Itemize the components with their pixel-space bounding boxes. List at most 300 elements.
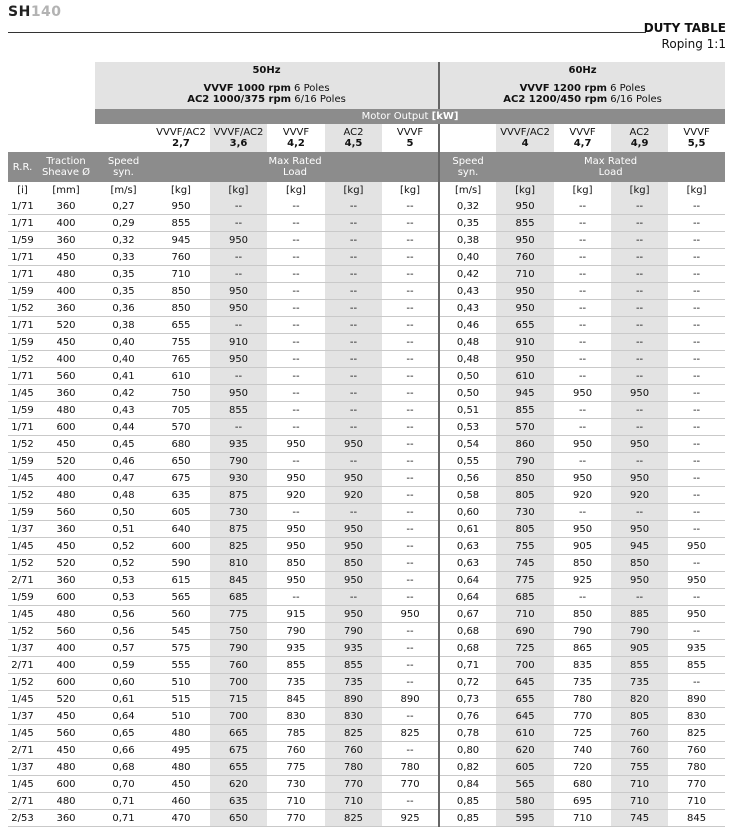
load-60-kw49: 820	[611, 691, 668, 708]
table-row	[8, 504, 725, 521]
table-row	[8, 759, 725, 776]
speed-50-cell: 0,35	[95, 266, 152, 283]
table-row	[8, 725, 725, 742]
speed-60-cell: 0,53	[439, 419, 496, 436]
load-60-kw47: --	[554, 351, 611, 368]
speed-50-cell: 0,42	[95, 385, 152, 402]
load-50-kw5: --	[382, 708, 439, 725]
load-60-kw55: 950	[668, 572, 725, 589]
rr-cell: 1/37	[8, 521, 37, 538]
load-50-kw42: --	[267, 317, 325, 334]
speed-60-cell: 0,68	[439, 623, 496, 640]
load-50-kw5: --	[382, 589, 439, 606]
speed-50-cell: 0,53	[95, 572, 152, 589]
load-60-kw55: --	[668, 198, 725, 215]
load-50-kw36: 775	[210, 606, 267, 623]
load-60-kw4: 950	[496, 300, 554, 317]
load-60-kw49: --	[611, 232, 668, 249]
load-60-kw4: 850	[496, 470, 554, 487]
table-row	[8, 487, 725, 504]
load-50-kw45: --	[325, 334, 382, 351]
load-50-kw45: 950	[325, 436, 382, 453]
load-60-kw49: --	[611, 351, 668, 368]
sheave-cell: 480	[37, 402, 95, 419]
load-50-kw36: 930	[210, 470, 267, 487]
load-50-kw27: 495	[152, 742, 210, 759]
load-60-kw47: --	[554, 300, 611, 317]
load-50-kw5: --	[382, 640, 439, 657]
rr-cell: 1/52	[8, 351, 37, 368]
speed-50-cell: 0,40	[95, 334, 152, 351]
table-row	[8, 232, 725, 249]
load-50-kw45: 735	[325, 674, 382, 691]
unit-load: [kg]	[572, 184, 593, 196]
load-60-kw49: --	[611, 504, 668, 521]
load-50-kw42: 830	[267, 708, 325, 725]
speed-50-cell: 0,64	[95, 708, 152, 725]
load-50-kw27: 560	[152, 606, 210, 623]
motor-type-50-2: VVVF/AC2 3,6	[210, 124, 267, 152]
table-row	[8, 419, 725, 436]
load-50-kw27: 615	[152, 572, 210, 589]
sheave-cell: 480	[37, 793, 95, 810]
load-50-kw5: 770	[382, 776, 439, 793]
unit-load: [kg]	[611, 182, 668, 198]
speed-60-cell: 0,82	[439, 759, 496, 776]
load-50-kw27: 950	[152, 198, 210, 215]
load-60-kw47: 720	[554, 759, 611, 776]
table-row	[8, 793, 725, 810]
hz50-motor-1-strong: VVVF 1000 rpm	[203, 82, 291, 94]
load-60-kw4: 950	[496, 351, 554, 368]
load-60-kw55: --	[668, 521, 725, 538]
load-50-kw42: 775	[267, 759, 325, 776]
rr-cell: 1/45	[8, 470, 37, 487]
speed-60-cell: 0,67	[439, 606, 496, 623]
load-60-kw49: 760	[611, 725, 668, 742]
motor-type-50-3: VVVF 4,2	[282, 127, 310, 149]
sheave-cell: 450	[37, 436, 95, 453]
speed-50-cell: 0,52	[95, 555, 152, 572]
rr-cell: 2/71	[8, 742, 37, 759]
load-50-kw27: 675	[152, 470, 210, 487]
load-60-kw49: 945	[611, 538, 668, 555]
speed-60-cell: 0,46	[439, 317, 496, 334]
load-50-kw45: 855	[325, 657, 382, 674]
speed-60-cell: 0,35	[439, 215, 496, 232]
speed-60-cell: 0,76	[439, 708, 496, 725]
load-60-kw4: 605	[496, 759, 554, 776]
load-60-kw47: 680	[554, 776, 611, 793]
sheave-cell: 450	[37, 708, 95, 725]
load-60-kw47: --	[554, 402, 611, 419]
load-60-kw55: 890	[668, 691, 725, 708]
load-50-kw45: 950	[325, 521, 382, 538]
sheave-cell: 360	[37, 300, 95, 317]
load-60-kw55: 770	[668, 776, 725, 793]
load-60-kw4: 570	[496, 419, 554, 436]
load-60-kw55: --	[668, 623, 725, 640]
load-50-kw36: 845	[210, 572, 267, 589]
speed-60-cell: 0,50	[439, 368, 496, 385]
load-50-kw27: 655	[152, 317, 210, 334]
rr-cell: 2/71	[8, 572, 37, 589]
load-60-kw4: 855	[496, 402, 554, 419]
speed-50-cell: 0,60	[95, 674, 152, 691]
load-50-kw36: 950	[210, 283, 267, 300]
rr-cell: 1/37	[8, 759, 37, 776]
load-60-kw47: 950	[554, 521, 611, 538]
speed-60-cell: 0,40	[439, 249, 496, 266]
rr-cell: 1/59	[8, 334, 37, 351]
load-60-kw47: --	[554, 317, 611, 334]
load-60-kw49: --	[611, 402, 668, 419]
load-50-kw36: 700	[210, 708, 267, 725]
rr-cell: 1/59	[8, 283, 37, 300]
load-50-kw27: 765	[152, 351, 210, 368]
hz60-motor-1-strong: VVVF 1200 rpm	[519, 82, 607, 94]
rr-cell: 1/45	[8, 776, 37, 793]
load-60-kw55: --	[668, 487, 725, 504]
sheave-cell: 480	[37, 759, 95, 776]
load-50-kw42: 950	[267, 436, 325, 453]
load-60-kw55: 950	[668, 538, 725, 555]
rr-cell: 1/45	[8, 606, 37, 623]
rr-cell: 1/71	[8, 266, 37, 283]
load-50-kw5: --	[382, 453, 439, 470]
load-60-kw4: 580	[496, 793, 554, 810]
table-row	[8, 742, 725, 759]
sheave-cell: 360	[37, 810, 95, 827]
load-50-kw42: --	[267, 283, 325, 300]
sheave-cell: 480	[37, 266, 95, 283]
unit-load: [kg]	[171, 184, 191, 196]
speed-50-cell: 0,44	[95, 419, 152, 436]
load-50-kw27: 610	[152, 368, 210, 385]
load-50-kw42: 950	[267, 572, 325, 589]
rr-cell: 1/71	[8, 198, 37, 215]
speed-60-cell: 0,64	[439, 589, 496, 606]
sheave-cell: 560	[37, 623, 95, 640]
table-row	[8, 385, 725, 402]
speed-60-cell: 0,56	[439, 470, 496, 487]
load-50-kw5: 925	[382, 810, 439, 827]
load-50-kw5: --	[382, 470, 439, 487]
load-50-kw42: 950	[267, 470, 325, 487]
speed-50-cell: 0,47	[95, 470, 152, 487]
load-60-kw55: --	[668, 368, 725, 385]
load-60-kw4: 745	[496, 555, 554, 572]
load-60-kw55: --	[668, 402, 725, 419]
load-50-kw45: --	[325, 368, 382, 385]
load-50-kw42: --	[267, 266, 325, 283]
load-60-kw49: 745	[611, 810, 668, 827]
speed-50-cell: 0,27	[95, 198, 152, 215]
load-60-kw47: --	[554, 215, 611, 232]
load-60-kw55: 760	[668, 742, 725, 759]
sheave-header: Traction Sheave Ø	[37, 152, 95, 182]
load-50-kw36: --	[210, 368, 267, 385]
load-60-kw49: 755	[611, 759, 668, 776]
hz50-label: 50Hz	[95, 62, 439, 78]
load-50-kw5: 890	[382, 691, 439, 708]
load-60-kw47: 950	[554, 436, 611, 453]
load-50-kw45: --	[325, 283, 382, 300]
load-50-kw42: --	[267, 300, 325, 317]
load-50-kw36: 665	[210, 725, 267, 742]
table-row	[8, 776, 725, 793]
load-60-kw47: 780	[554, 691, 611, 708]
load-60-kw55: --	[668, 436, 725, 453]
hz50-motor-spec	[95, 78, 439, 109]
load-50-kw27: 570	[152, 419, 210, 436]
unit-load: [kg]	[325, 182, 382, 198]
load-50-kw27: 555	[152, 657, 210, 674]
load-50-kw5: --	[382, 436, 439, 453]
rr-cell: 1/59	[8, 402, 37, 419]
load-50-kw27: 640	[152, 521, 210, 538]
load-60-kw4: 685	[496, 589, 554, 606]
load-60-kw55: 710	[668, 793, 725, 810]
load-50-kw5: --	[382, 521, 439, 538]
speed-60-cell: 0,78	[439, 725, 496, 742]
load-50-kw42: 950	[267, 521, 325, 538]
load-60-kw47: 850	[554, 555, 611, 572]
load-60-kw49: --	[611, 453, 668, 470]
load-60-kw47: 950	[554, 385, 611, 402]
load-50-kw45: 825	[325, 725, 382, 742]
speed-60-cell: 0,84	[439, 776, 496, 793]
sheave-cell: 450	[37, 334, 95, 351]
sheave-cell: 480	[37, 606, 95, 623]
speed-60-cell: 0,60	[439, 504, 496, 521]
load-50-kw36: 875	[210, 487, 267, 504]
sheave-cell: 480	[37, 487, 95, 504]
load-60-kw49: --	[611, 283, 668, 300]
load-50-kw5: --	[382, 538, 439, 555]
load-60-kw47: --	[554, 453, 611, 470]
load-60-kw55: --	[668, 555, 725, 572]
load-60-kw55: --	[668, 589, 725, 606]
load-50-kw36: 875	[210, 521, 267, 538]
load-60-kw47: --	[554, 266, 611, 283]
load-60-kw4: 725	[496, 640, 554, 657]
load-50-kw45: --	[325, 266, 382, 283]
load-50-kw45: 890	[325, 691, 382, 708]
load-50-kw45: 780	[325, 759, 382, 776]
speed-60-cell: 0,54	[439, 436, 496, 453]
speed-50-cell: 0,53	[95, 589, 152, 606]
load-50-kw27: 605	[152, 504, 210, 521]
speed-50-cell: 0,56	[95, 623, 152, 640]
load-60-kw55: --	[668, 470, 725, 487]
load-50-kw27: 705	[152, 402, 210, 419]
rr-cell: 1/52	[8, 487, 37, 504]
load-60-kw4: 855	[496, 215, 554, 232]
speed-60-cell: 0,48	[439, 334, 496, 351]
load-60-kw49: 905	[611, 640, 668, 657]
load-50-kw27: 480	[152, 725, 210, 742]
load-60-kw55: --	[668, 300, 725, 317]
speed-60-cell: 0,38	[439, 232, 496, 249]
speed-50-cell: 0,46	[95, 453, 152, 470]
unit-load: [kg]	[382, 182, 439, 198]
load-50-kw5: --	[382, 555, 439, 572]
load-60-kw47: 850	[554, 606, 611, 623]
speed-50-cell: 0,66	[95, 742, 152, 759]
table-row	[8, 436, 725, 453]
load-60-kw47: --	[554, 283, 611, 300]
speed-50-cell: 0,52	[95, 538, 152, 555]
motor-output-label: Motor Output	[361, 111, 429, 122]
load-60-kw49: --	[611, 368, 668, 385]
load-50-kw36: 790	[210, 640, 267, 657]
load-60-kw55: 825	[668, 725, 725, 742]
load-50-kw36: 715	[210, 691, 267, 708]
rr-cell: 1/52	[8, 436, 37, 453]
rr-cell: 1/45	[8, 538, 37, 555]
load-50-kw42: --	[267, 249, 325, 266]
load-60-kw55: --	[668, 317, 725, 334]
motor-type-50-5: VVVF 5	[382, 124, 439, 152]
speed-50-cell: 0,29	[95, 215, 152, 232]
load-50-kw5: --	[382, 198, 439, 215]
table-row	[8, 351, 725, 368]
load-60-kw4: 950	[496, 283, 554, 300]
sheave-cell: 400	[37, 215, 95, 232]
speed-60-cell: 0,43	[439, 283, 496, 300]
speed-60-cell: 0,55	[439, 453, 496, 470]
load-50-kw5: --	[382, 368, 439, 385]
table-row	[8, 538, 725, 555]
sheave-cell: 360	[37, 521, 95, 538]
sheave-cell: 400	[37, 283, 95, 300]
sheave-cell: 400	[37, 351, 95, 368]
load-60-kw49: 735	[611, 674, 668, 691]
load-50-kw42: --	[267, 368, 325, 385]
unit-speed-50: [m/s]	[110, 184, 137, 196]
load-50-kw42: 760	[267, 742, 325, 759]
load-50-kw42: 915	[267, 606, 325, 623]
load-50-kw36: 730	[210, 504, 267, 521]
load-60-kw4: 645	[496, 708, 554, 725]
load-60-kw49: 710	[611, 793, 668, 810]
motor-type-50-1: VVVF/AC2 2,7	[156, 127, 206, 149]
sheave-cell: 560	[37, 725, 95, 742]
load-60-kw55: --	[668, 283, 725, 300]
load-60-kw49: 885	[611, 606, 668, 623]
speed-60-cell: 0,85	[439, 793, 496, 810]
load-50-kw5: --	[382, 419, 439, 436]
load-50-kw36: --	[210, 198, 267, 215]
load-50-kw5: --	[382, 266, 439, 283]
motor-type-60-3: AC2 4,9	[611, 124, 668, 152]
load-60-kw55: --	[668, 215, 725, 232]
sheave-cell: 360	[37, 198, 95, 215]
load-60-kw55: --	[668, 674, 725, 691]
load-60-kw47: --	[554, 368, 611, 385]
motor-type-60-4: VVVF 5,5	[683, 127, 710, 149]
load-60-kw4: 910	[496, 334, 554, 351]
load-50-kw42: 710	[267, 793, 325, 810]
speed-60-cell: 0,50	[439, 385, 496, 402]
load-50-kw36: 685	[210, 589, 267, 606]
load-50-kw5: --	[382, 283, 439, 300]
load-60-kw4: 790	[496, 453, 554, 470]
load-50-kw27: 510	[152, 674, 210, 691]
load-60-kw47: 920	[554, 487, 611, 504]
load-50-kw45: --	[325, 504, 382, 521]
rr-cell: 2/53	[8, 810, 37, 827]
sheave-cell: 600	[37, 776, 95, 793]
load-60-kw55: --	[668, 232, 725, 249]
speed-60-cell: 0,71	[439, 657, 496, 674]
table-row	[8, 640, 725, 657]
hz60-motor-spec	[439, 78, 725, 109]
table-body	[8, 198, 725, 827]
load-60-kw47: --	[554, 334, 611, 351]
load-60-kw4: 945	[496, 385, 554, 402]
load-50-kw36: 935	[210, 436, 267, 453]
load-50-kw27: 650	[152, 453, 210, 470]
table-row	[8, 198, 725, 215]
speed-60-cell: 0,32	[439, 198, 496, 215]
rr-cell: 1/71	[8, 419, 37, 436]
load-50-kw5: --	[382, 215, 439, 232]
speed-60-cell: 0,63	[439, 538, 496, 555]
rr-cell: 1/59	[8, 453, 37, 470]
table-row	[8, 606, 725, 623]
sheave-cell: 450	[37, 249, 95, 266]
load-50-kw42: 850	[267, 555, 325, 572]
load-60-kw55: --	[668, 385, 725, 402]
load-50-kw27: 545	[152, 623, 210, 640]
load-50-kw42: --	[267, 232, 325, 249]
sheave-cell: 360	[37, 572, 95, 589]
rr-cell: 1/45	[8, 691, 37, 708]
unit-load: [kg]	[686, 184, 707, 196]
rr-cell: 1/59	[8, 232, 37, 249]
load-50-kw42: 950	[267, 538, 325, 555]
load-50-kw5: --	[382, 572, 439, 589]
load-60-kw47: 740	[554, 742, 611, 759]
load-60-kw4: 805	[496, 521, 554, 538]
sheave-cell: 520	[37, 555, 95, 572]
load-60-kw55: --	[668, 266, 725, 283]
load-60-kw4: 645	[496, 674, 554, 691]
load-50-kw45: --	[325, 300, 382, 317]
speed-50-cell: 0,70	[95, 776, 152, 793]
table-row	[8, 657, 725, 674]
load-50-kw45: --	[325, 453, 382, 470]
load-60-kw47: 710	[554, 810, 611, 827]
sheave-cell: 600	[37, 589, 95, 606]
load-50-kw36: 950	[210, 385, 267, 402]
load-50-kw27: 515	[152, 691, 210, 708]
speed-50-cell: 0,45	[95, 436, 152, 453]
page-title: DUTY TABLE	[643, 21, 726, 35]
hz60-motor-2-rest: 6/16 Poles	[607, 93, 662, 105]
table-row	[8, 334, 725, 351]
load-50-kw27: 565	[152, 589, 210, 606]
table-row	[8, 521, 725, 538]
table-row	[8, 300, 725, 317]
rr-cell: 1/71	[8, 215, 37, 232]
load-50-kw45: 830	[325, 708, 382, 725]
load-60-kw49: --	[611, 266, 668, 283]
load-50-kw5: --	[382, 623, 439, 640]
load-50-kw27: 480	[152, 759, 210, 776]
